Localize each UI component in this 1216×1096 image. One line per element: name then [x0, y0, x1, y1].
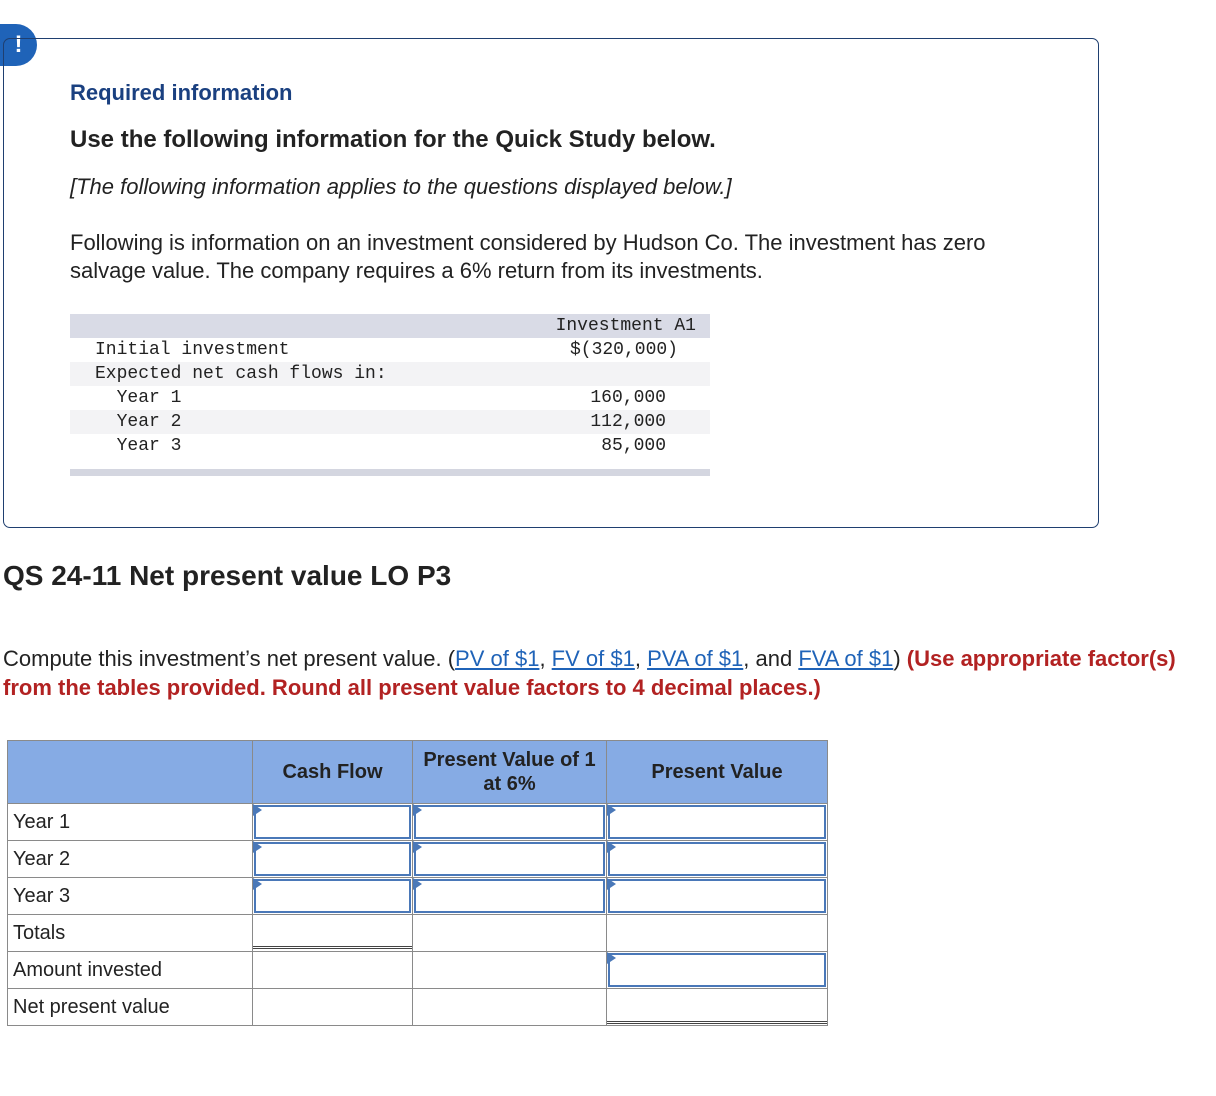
amount-invested-cash-flow-cell — [253, 952, 413, 989]
row-value: 85,000 — [601, 436, 666, 456]
dropdown-marker-icon — [253, 804, 262, 816]
dropdown-marker-icon — [253, 878, 262, 890]
row-label: Year 3 — [95, 436, 182, 456]
double-underline — [253, 946, 412, 949]
year-3-pv-factor-input[interactable] — [414, 879, 605, 913]
investment-column-header: Investment A1 — [555, 316, 696, 336]
year-3-cash-flow-cell — [253, 878, 413, 915]
year-3-cash-flow-input[interactable] — [254, 879, 411, 913]
table-bottom-bar — [70, 469, 710, 476]
row-label-year-1: Year 1 — [8, 804, 253, 841]
row-value: 112,000 — [590, 412, 666, 432]
cash-flow-header: Cash Flow — [253, 741, 413, 804]
year-1-pv-factor-input[interactable] — [414, 805, 605, 839]
table-row — [8, 804, 828, 841]
applies-note: [The following information applies to the questions displayed below.] — [70, 174, 732, 199]
table-row — [70, 410, 710, 434]
row-value: $(320,000) — [569, 340, 678, 360]
year-1-cash-flow-cell — [253, 804, 413, 841]
row-label-net-present-value: Net present value — [8, 989, 253, 1026]
year-2-present-value-cell — [607, 841, 828, 878]
row-label-totals: Totals — [8, 915, 253, 952]
totals-pv-factor-cell — [413, 915, 607, 952]
row-label: Year 1 — [95, 388, 182, 408]
amount-invested-pv-factor-cell — [413, 952, 607, 989]
year-1-present-value-input[interactable] — [608, 805, 826, 839]
dropdown-marker-icon — [607, 841, 616, 853]
alert-icon: ! — [0, 24, 37, 66]
row-label-amount-invested: Amount invested — [8, 952, 253, 989]
row-value: 160,000 — [590, 388, 666, 408]
table-header-row — [70, 314, 710, 338]
year-3-present-value-cell — [607, 878, 828, 915]
table-row — [8, 841, 828, 878]
totals-present-value-cell[interactable] — [607, 915, 828, 952]
table-row — [8, 915, 828, 952]
present-value-header: Present Value — [607, 741, 828, 804]
npv-answer-table — [7, 740, 828, 1026]
year-1-present-value-cell — [607, 804, 828, 841]
npv-cash-flow-cell — [253, 989, 413, 1026]
year-2-pv-factor-cell — [413, 841, 607, 878]
table-row — [8, 952, 828, 989]
row-label: Initial investment — [95, 340, 290, 360]
totals-cash-flow-cell[interactable] — [253, 915, 413, 952]
table-row — [8, 878, 828, 915]
table-row — [70, 338, 710, 362]
separator: , and — [743, 646, 799, 671]
rounding-instruction: (Use appropriate factor(s) from the tables provided. Round all present value factors to 4 decimal places.) — [3, 646, 1176, 700]
pv-factor-header: Present Value of 1 at 6% — [413, 741, 607, 804]
year-3-pv-factor-cell — [413, 878, 607, 915]
question-prompt — [3, 644, 1203, 702]
prompt-text: Compute this investment’s net present value. ( — [3, 646, 456, 671]
row-label-year-2: Year 2 — [8, 841, 253, 878]
separator: , — [539, 646, 552, 671]
table-row — [70, 386, 710, 410]
dropdown-marker-icon — [413, 804, 422, 816]
dropdown-marker-icon — [607, 804, 616, 816]
dropdown-marker-icon — [607, 878, 616, 890]
fv-of-1-link[interactable]: FV of $1 — [551, 646, 635, 671]
separator: ) — [893, 646, 901, 671]
year-3-present-value-input[interactable] — [608, 879, 826, 913]
required-information-title: Required information — [70, 80, 293, 105]
amount-invested-present-value-cell — [607, 952, 828, 989]
amount-invested-input[interactable] — [608, 953, 826, 987]
double-underline — [607, 1021, 827, 1024]
year-1-cash-flow-input[interactable] — [254, 805, 411, 839]
year-2-pv-factor-input[interactable] — [414, 842, 605, 876]
table-row — [8, 989, 828, 1026]
separator: , — [634, 646, 648, 671]
dropdown-marker-icon — [413, 878, 422, 890]
dropdown-marker-icon — [253, 841, 262, 853]
year-2-present-value-input[interactable] — [608, 842, 826, 876]
question-title: QS 24-11 Net present value LO P3 — [3, 560, 452, 591]
fva-of-1-link[interactable]: FVA of $1 — [798, 646, 894, 671]
investment-description: Following is information on an investment considered by Hudson Co. The investment has zero salvage value. The company requires a 6% return from its investments. — [70, 230, 986, 283]
table-row — [70, 434, 710, 458]
pv-of-1-link[interactable]: PV of $1 — [455, 646, 540, 671]
table-row — [70, 362, 710, 386]
year-2-cash-flow-input[interactable] — [254, 842, 411, 876]
quick-study-heading: Use the following information for the Quick Study below. — [70, 126, 716, 153]
pva-of-1-link[interactable]: PVA of $1 — [647, 646, 744, 671]
npv-present-value-cell[interactable] — [607, 989, 828, 1026]
npv-pv-factor-cell — [413, 989, 607, 1026]
row-label: Year 2 — [95, 412, 182, 432]
row-label-year-3: Year 3 — [8, 878, 253, 915]
blank-header — [8, 741, 253, 804]
investment-data-table — [70, 314, 710, 476]
row-label: Expected net cash flows in: — [95, 364, 387, 384]
dropdown-marker-icon — [413, 841, 422, 853]
year-2-cash-flow-cell — [253, 841, 413, 878]
dropdown-marker-icon — [607, 952, 616, 964]
year-1-pv-factor-cell — [413, 804, 607, 841]
